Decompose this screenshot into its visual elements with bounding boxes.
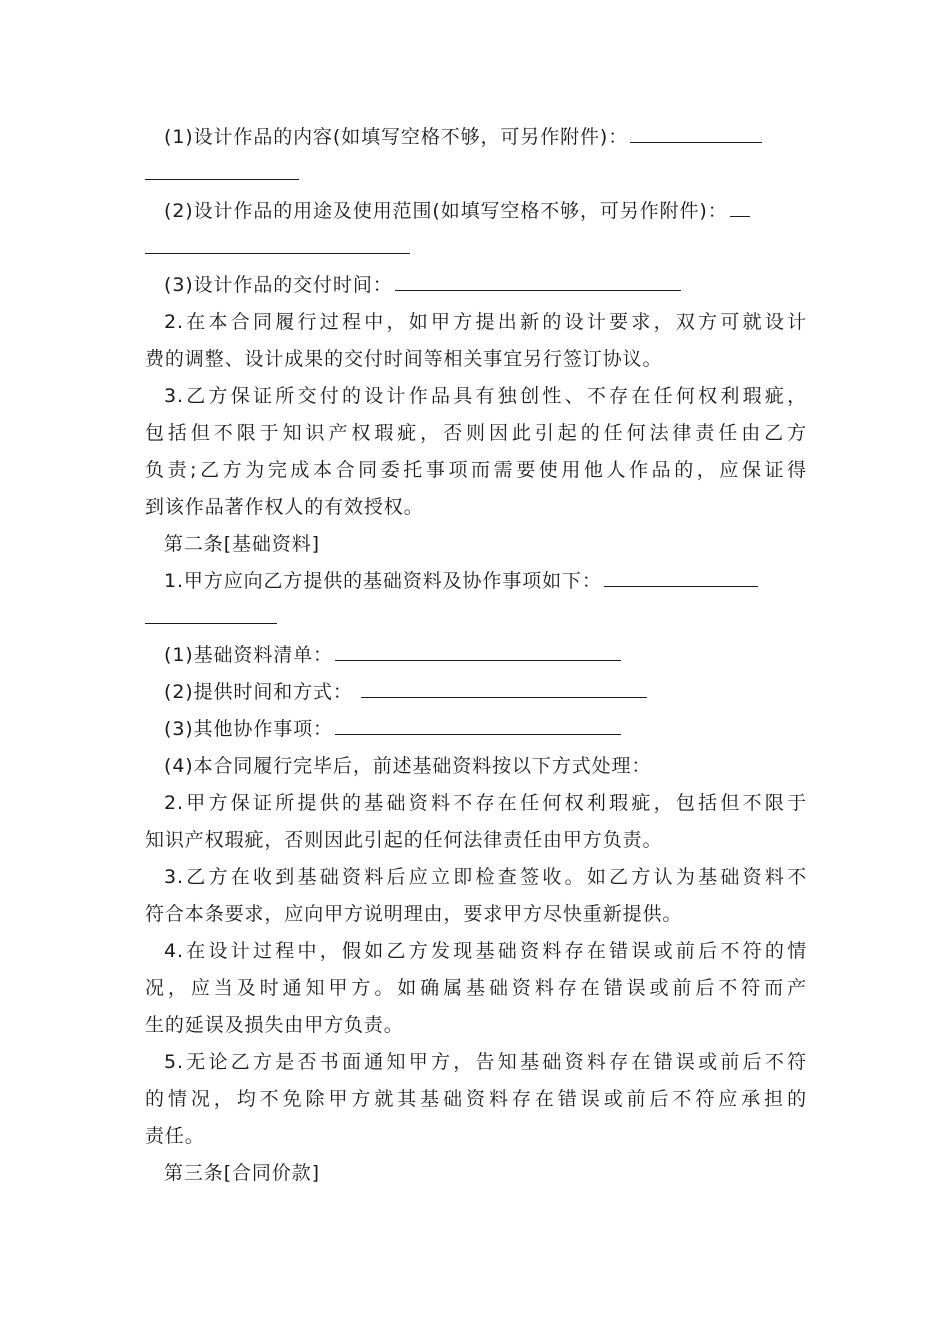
paragraph-line: 4.在设计过程中，假如乙方发现基础资料存在错误或前后不符的情 [164, 940, 807, 962]
section-heading: 第二条[基础资料] [164, 533, 320, 555]
paragraph-line: 费的调整、设计成果的交付时间等相关事宜另行签订协议。 [145, 348, 663, 370]
paragraph-line: 到该作品著作权人的有效授权。 [145, 496, 424, 518]
item-materials-list [145, 637, 807, 674]
paragraph-line: 生的延误及损失由甲方负责。 [145, 1014, 404, 1036]
item-delivery-time-text: (3)设计作品的交付时间： [164, 274, 393, 296]
paragraph-line: 2.在本合同履行过程中，如甲方提出新的设计要求，双方可就设计 [164, 311, 807, 333]
paragraph-line: 负责;乙方为完成本合同委托事项而需要使用他人作品的，应保证得 [145, 459, 807, 481]
item-basic-materials [145, 563, 807, 600]
item-provide-time [145, 674, 807, 711]
item-design-usage-text: (2)设计作品的用途及使用范围(如填写空格不够，可另作附件)： [164, 200, 728, 222]
paragraph-line: 知识产权瑕疵，否则因此引起的任何法律责任由甲方负责。 [145, 829, 663, 851]
fill-blank[interactable] [395, 272, 681, 291]
paragraph-line: 2.甲方保证所提供的基础资料不存在任何权利瑕疵，包括但不限于 [164, 792, 807, 814]
fill-blank-line [145, 600, 807, 637]
paragraph-line: 况，应当及时通知甲方。如确属基础资料存在错误或前后不符而产 [145, 977, 807, 999]
item-design-content [145, 119, 807, 156]
item-basic-materials-text: 1.甲方应向乙方提供的基础资料及协作事项如下： [164, 570, 602, 592]
fill-blank[interactable] [335, 716, 621, 735]
fill-blank[interactable] [145, 623, 277, 624]
item-delivery-time [145, 267, 807, 304]
fill-blank[interactable] [145, 179, 299, 180]
paragraph-line: 的情况，均不免除甲方就其基础资料存在错误或前后不符应承担的 [145, 1088, 807, 1110]
item-other-cooperation [145, 711, 807, 748]
item-design-usage [145, 193, 807, 230]
fill-blank[interactable] [730, 198, 750, 217]
fill-blank[interactable] [335, 642, 621, 661]
fill-blank-line [145, 230, 807, 267]
paragraph-line: 符合本条要求，应向甲方说明理由，要求甲方尽快重新提供。 [145, 903, 683, 925]
document-body [145, 119, 807, 1192]
paragraph-line: 3.乙方在收到基础资料后应立即检查签收。如乙方认为基础资料不 [164, 866, 807, 888]
item-materials-list-text: (1)基础资料清单： [164, 644, 333, 666]
fill-blank[interactable] [145, 253, 410, 254]
item-design-content-text: (1)设计作品的内容(如填写空格不够，可另作附件)： [164, 126, 629, 148]
fill-blank[interactable] [630, 124, 762, 143]
fill-blank-line [145, 156, 807, 193]
fill-blank[interactable] [604, 568, 758, 587]
paragraph-line: 3.乙方保证所交付的设计作品具有独创性、不存在任何权利瑕疵， [164, 385, 807, 407]
paragraph-line: 包括但不限于知识产权瑕疵，否则因此引起的任何法律责任由乙方 [145, 422, 807, 444]
item-other-cooperation-text: (3)其他协作事项： [164, 718, 333, 740]
paragraph-line: 责任。 [145, 1125, 205, 1147]
fill-blank[interactable] [361, 679, 647, 698]
paragraph-line: 5.无论乙方是否书面通知甲方，告知基础资料存在错误或前后不符 [164, 1051, 807, 1073]
item-provide-time-text: (2)提供时间和方式： [164, 681, 353, 703]
section-heading: 第三条[合同价款] [164, 1162, 320, 1184]
item-material-handling: (4)本合同履行完毕后，前述基础资料按以下方式处理： [164, 755, 652, 777]
